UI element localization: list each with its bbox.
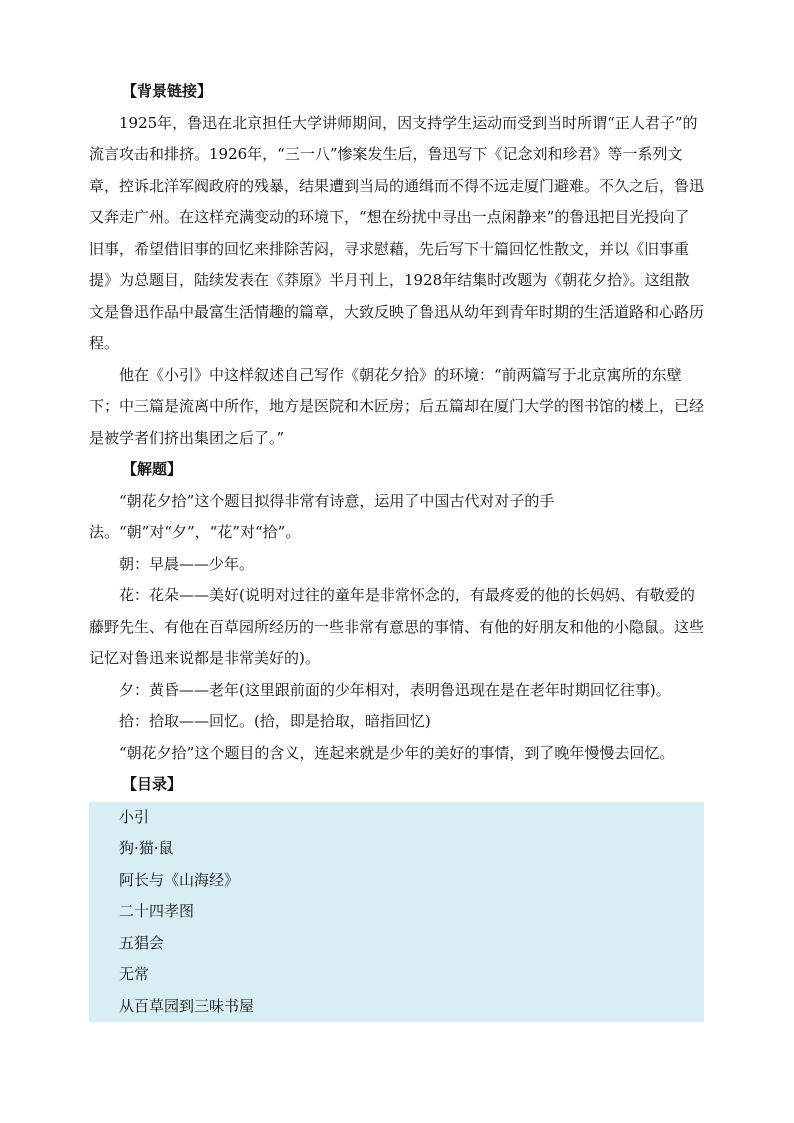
explanation-paragraph-1: “朝花夕拾”这个题目拟得非常有诗意，运用了中国古代对对子的手法。“朝”对“夕”，“花”对“拾”。	[89, 491, 555, 541]
toc-item: 从百草园到三味书屋	[119, 996, 255, 1015]
explanation-paragraph-6: “朝花夕拾”这个题目的含义，连起来就是少年的美好的事情，到了晚年慢慢去回忆。	[119, 743, 675, 762]
toc-item: 小引	[119, 807, 150, 826]
toc-heading: 【目录】	[122, 775, 183, 793]
toc-item: 阿长与《山海经》	[119, 870, 240, 889]
toc-item: 二十四孝图	[119, 902, 195, 920]
explanation-paragraph-4: 夕：黄昏——老年(这里跟前面的少年相对，表明鲁迅现在是在老年时期回忆往事)。	[119, 680, 671, 699]
table-of-contents	[89, 802, 704, 1023]
explanation-paragraph-2: 朝：早晨——少年。	[119, 554, 255, 573]
explanation-paragraph-5: 拾：拾取——回忆。(拾，即是拾取，暗指回忆)	[119, 712, 431, 730]
background-heading: 【背景链接】	[122, 82, 213, 100]
explanation-heading: 【解题】	[122, 460, 183, 478]
toc-item: 五猖会	[119, 933, 165, 952]
toc-item: 狗·猫·鼠	[119, 839, 174, 857]
explanation-paragraph-3: 花：花朵——美好(说明对过往的童年是非常怀念的，有最疼爱的他的长妈妈、有敬爱的藤野先生、有他在百草园所经历的一些非常有意思的事情、有他的好朋友和他的小隐鼠。这些记忆对鲁迅来说都是非常美好的)。	[89, 586, 705, 667]
background-paragraph-2: 他在《小引》中这样叙述自己写作《朝花夕拾》的环境：“前两篇写于北京寓所的东壁下；中三篇是流离中所作，地方是医院和木匠房；后五篇却在厦门大学的图书馆的楼上，已经是被学者们挤出集团之后了。”	[89, 365, 705, 447]
background-paragraph-1: 1925年，鲁迅在北京担任大学讲师期间，因支持学生运动而受到当时所谓“正人君子”的流言攻击和排挤。1926年，“三一八”惨案发生后，鲁迅写下《记念刘和珍君》等一系列文章，控诉北洋军阀政府的残暴，结果遭到当局的通缉而不得不远走厦门避难。不久之后，鲁迅又奔走广州。在这样充满变动的环境下，“想在纷扰中寻出一点闲静来”的鲁迅把目光投向了旧事，希望借旧事的回忆来排除苦闷，寻求慰藉，先后写下十篇回忆性散文，并以《旧事重提》为总题目，陆续发表在《莽原》半月刊上，1928年结集时改题为《朝花夕拾》。这组散文是鲁迅作品中最富生活情趣的篇章，大致反映了鲁迅从幼年到青年时期的生活道路和心路历程。	[89, 113, 705, 352]
document-content	[89, 76, 704, 1022]
toc-item: 无常	[119, 965, 150, 983]
